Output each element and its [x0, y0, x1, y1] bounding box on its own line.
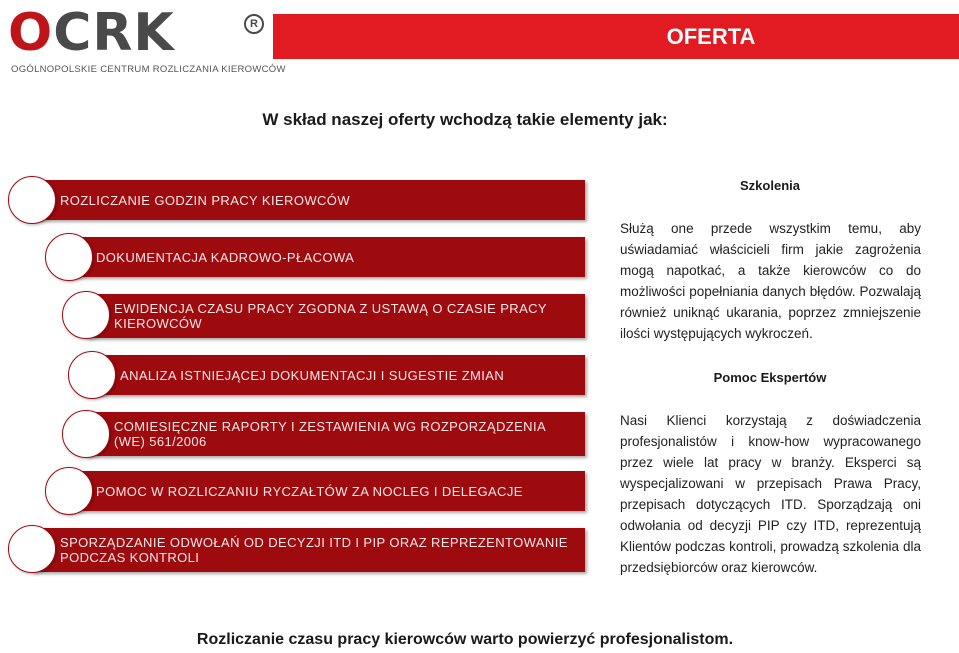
offer-item	[68, 471, 585, 511]
section-heading: W skład naszej oferty wchodzą takie elementy jak:	[262, 110, 668, 129]
offer-item-label: COMIESIĘCZNE RAPORTY I ZESTAWIENIA WG ROZPORZĄDZENIA (WE) 561/2006	[114, 419, 546, 449]
footer-slogan: Rozliczanie czasu pracy kierowców warto powierzyć profesjonalistom.	[196, 631, 734, 648]
training-title: Szkolenia	[740, 178, 800, 193]
offer-item	[92, 355, 585, 395]
offer-item-label: POMOC W ROZLICZANIU RYCZAŁTÓW ZA NOCLEG I DELEGACJE	[96, 483, 523, 499]
offer-item-label: DOKUMENTACJA KADROWO-PŁACOWA	[96, 249, 355, 265]
offer-item-label: ROZLICZANIE GODZIN PRACY KIEROWCÓW	[60, 192, 350, 208]
offer-item	[32, 528, 585, 572]
logo-subtitle: OGÓLNOPOLSKIE CENTRUM ROZLICZANIA KIEROWCÓW	[11, 64, 286, 75]
training-text: Służą one przede wszystkim temu, aby uświadamiać właścicieli firm jakie zagrożenia mogą napotkać, a także kierowców co do możliwości popełniania danych błędów. Pozwalają również uniknąć ukarania, poprzez zmniejszenie ilości występujących wykroczeń.	[620, 221, 921, 341]
header-banner	[273, 14, 959, 59]
offer-item-label: ANALIZA ISTNIEJĄCEJ DOKUMENTACJI I SUGESTIE ZMIAN	[120, 367, 505, 383]
offer-bullet	[68, 351, 116, 399]
experts-text: Nasi Klienci korzystają z doświadczenia profesjonalistów i know-how wypracowanego przez wiele lat pracy w branży. Eksperci są wyspecjalizowani w przepisach Prawa Pracy, przepisach dotyczących ITD. Sporządzają oni odwołania od decyzji PIP czy ITD, reprezentują Klientów podczas kontroli, prowadzą szkolenia dla przedsiębiorców oraz kierowców.	[620, 413, 921, 575]
offer-bullet	[8, 176, 56, 224]
offer-item	[86, 412, 585, 456]
logo-wordmark: OCRK	[8, 3, 175, 63]
offer-item-label: SPORZĄDZANIE ODWOŁAŃ OD DECYZJI ITD I PIP ORAZ REPREZENTOWANIE PODCZAS KONTROLI	[60, 535, 568, 565]
company-logo	[8, 3, 286, 78]
offer-bullet	[62, 291, 110, 339]
offer-bullet	[45, 233, 93, 281]
registered-mark: R	[244, 14, 264, 34]
offer-bullet	[62, 410, 110, 458]
offer-item-label: EWIDENCJA CZASU PRACY ZGODNA Z USTAWĄ O CZASIE PRACY KIEROWCÓW	[114, 301, 547, 331]
offer-item	[68, 237, 585, 277]
offer-item	[32, 180, 585, 220]
offer-bullet	[8, 525, 56, 573]
experts-title: Pomoc Ekspertów	[713, 370, 827, 385]
header-title: OFERTA	[666, 23, 756, 49]
offer-bullet	[45, 467, 93, 515]
offer-item	[86, 294, 585, 338]
